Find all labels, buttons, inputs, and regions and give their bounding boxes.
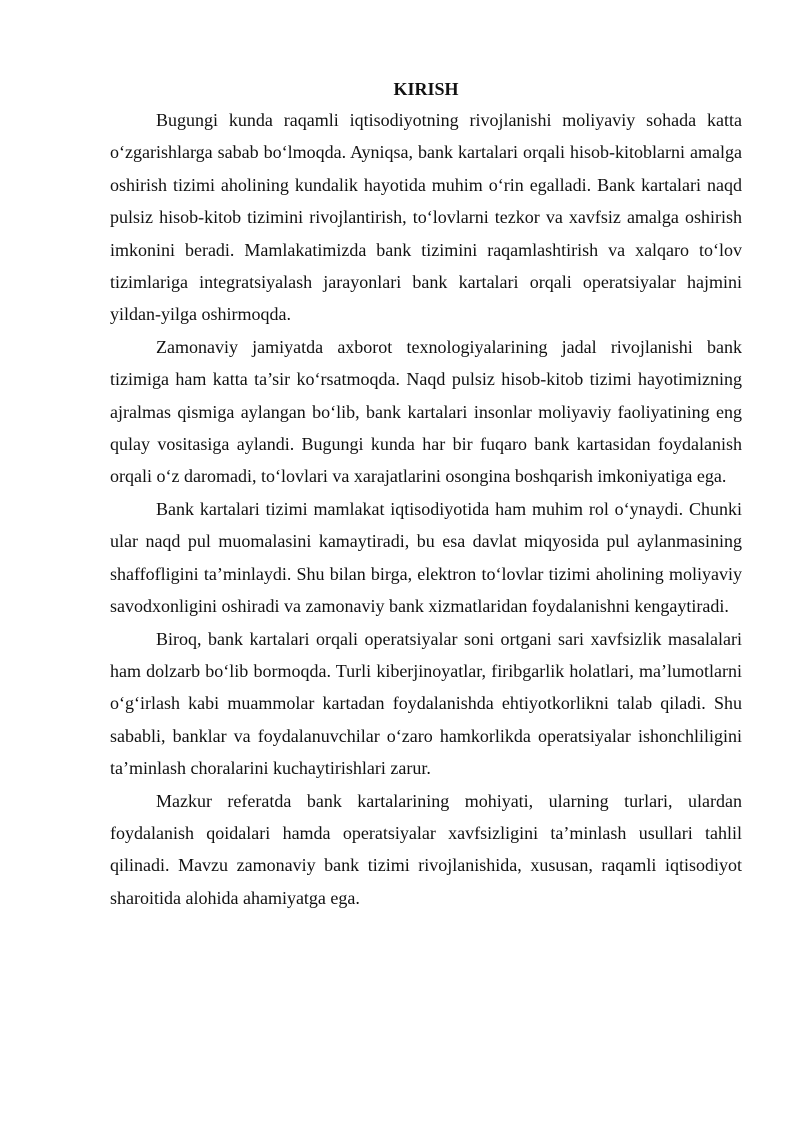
document-page (110, 76, 742, 914)
document-title: KIRISH (393, 79, 459, 99)
paragraph-4: Biroq, bank kartalari orqali operatsiyalar soni ortgani sari xavfsizlik masalalari ham dolzarb bo‘lib bormoqda. Turli kiberjinoyatlar, firibgarlik holatlari, ma’lumotlarni o‘g‘irlash kabi muammolar kartadan foydalanishda ehtiyotkorlikni talab qiladi. Shu sababli, banklar va foydalanuvchilar o‘zaro hamkorlikda operatsiyalar ishonchliligini ta’minlash choralarini kuchaytirishlari zarur. (110, 628, 742, 779)
paragraph-5: Mazkur referatda bank kartalarining mohiyati, ularning turlari, ulardan foydalanish qoidalari hamda operatsiyalar xavfsizligini ta’minlash usullari tahlil qilinadi. Mavzu zamonaviy bank tizimi rivojlanishida, xususan, raqamli iqtisodiyot sharoitida alohida ahamiyatga ega. (110, 790, 742, 908)
paragraph-3: Bank kartalari tizimi mamlakat iqtisodiyotida ham muhim rol o‘ynaydi. Chunki ular naqd pul muomalasini kamaytiradi, bu esa davlat miqyosida pul aylanmasining shaffofligini ta’minlaydi. Shu bilan birga, elektron to‘lovlar tizimi aholining moliyaviy savodxonligini oshiradi va zamonaviy bank xizmatlaridan foydalanishni kengaytiradi. (110, 498, 742, 617)
paragraph-2: Zamonaviy jamiyatda axborot texnologiyalarining jadal rivojlanishi bank tizimiga ham katta ta’sir ko‘rsatmoqda. Naqd pulsiz hisob-kitob tizimi hayotimizning ajralmas qismiga aylangan bo‘lib, bank kartalari insonlar moliyaviy faoliyatining eng qulay vositasiga aylandi. Bugungi kunda har bir fuqaro bank kartasidan foydalanish orqali o‘z daromadi, to‘lovlari va xarajatlarini osongina boshqarish imkoniyatiga ega. (110, 336, 742, 487)
paragraph-1: Bugungi kunda raqamli iqtisodiyotning rivojlanishi moliyaviy sohada katta o‘zgarishlarga sabab bo‘lmoqda. Ayniqsa, bank kartalari orqali hisob-kitoblarni amalga oshirish tizimi aholining kundalik hayotida muhim o‘rin egalladi. Bank kartalari naqd pulsiz hisob-kitob tizimini rivojlantirish, to‘lovlarni tezkor va xavfsiz amalga oshirish imkonini beradi. Mamlakatimizda bank tizimini raqamlashtirish va xalqaro to‘lov tizimlariga integratsiyalash jarayonlari bank kartalari orqali operatsiyalar hajmini yildan-yilga oshirmoqda. (110, 110, 742, 325)
